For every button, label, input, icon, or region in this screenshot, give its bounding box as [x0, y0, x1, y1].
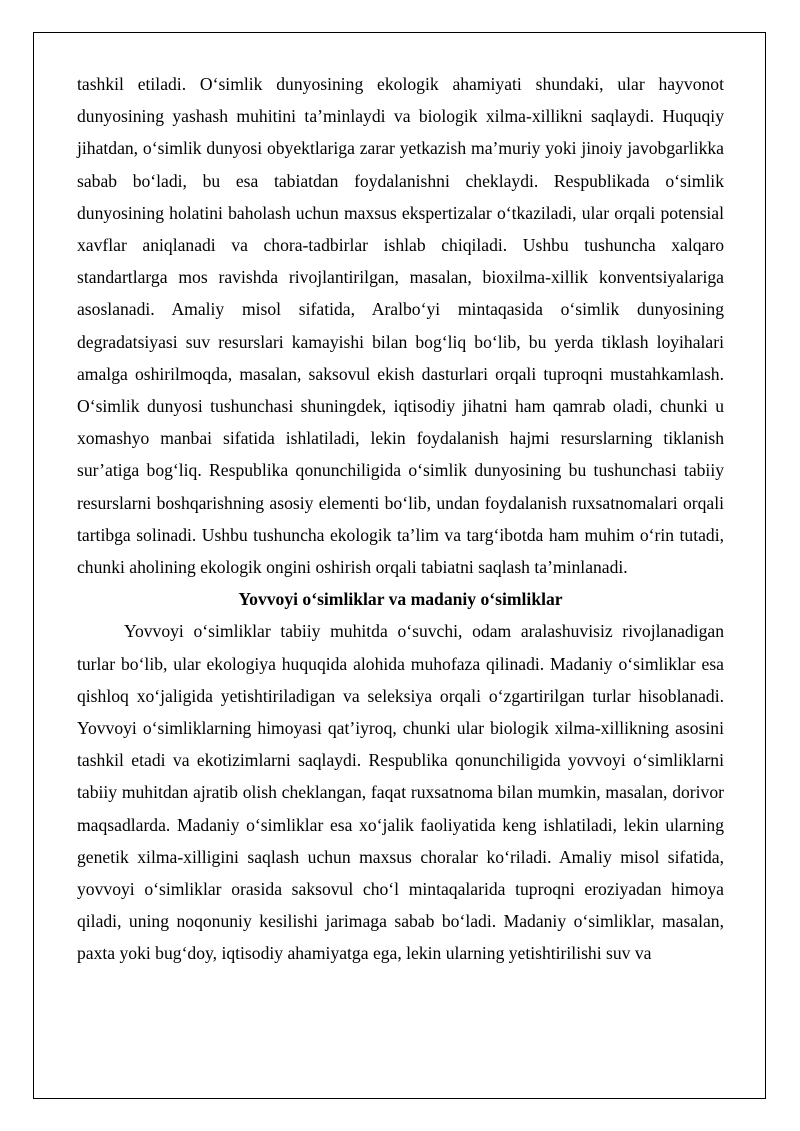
body-paragraph: tashkil etiladi. O‘simlik dunyosining ekologik ahamiyati shundaki, ular hayvonot dunyosining yashash muhitini ta’minlaydi va biologik xilma-xillikni saqlaydi. Huquqiy jihatdan, o‘simlik dunyosi obyektlariga zarar yetkazish ma’muriy yoki jinoiy javobgarlikka sabab bo‘ladi, bu esa tabiatdan foydalanishni cheklaydi. Respublikada o‘simlik dunyosining holatini baholash uchun maxsus ekspertizalar o‘tkaziladi, ular orqali potensial xavflar aniqlanadi va chora-tadbirlar ishlab chiqiladi. Ushbu tushuncha xalqaro standartlarga mos ravishda rivojlantirilgan, masalan, bioxilma-xillik konventsiyalariga asoslanadi. Amaliy misol sifatida, Aralbo‘yi mintaqasida o‘simlik dunyosining degradatsiyasi suv resurslari kamayishi bilan bog‘liq bo‘lib, bu yerda tiklash loyihalari amalga oshirilmoqda, masalan, saksovul ekish dasturlari orqali tuproqni mustahkamlash. O‘simlik dunyosi tushunchasi shuningdek, iqtisodiy jihatni ham qamrab oladi, chunki u xomashyo manbai sifatida ishlatiladi, lekin foydalanish hajmi resurslarning tiklanish sur’atiga bog‘liq. Respublika qonunchiligida o‘simlik dunyosining bu tushunchasi tabiiy resurslarni boshqarishning asosiy elementi bo‘lib, undan foydalanish ruxsatnomalari orqali tartibga solinadi. Ushbu tushuncha ekologik ta’lim va targ‘ibotda ham muhim o‘rin tutadi, chunki aholining ekologik ongini oshirish orqali tabiatni saqlash ta’minlanadi.: [77, 74, 724, 578]
body-paragraph: Yovvoyi o‘simliklar tabiiy muhitda o‘suvchi, odam aralashuvisiz rivojlanadigan turlar bo‘lib, ular ekologiya huquqida alohida muhofaza qilinadi. Madaniy o‘simliklar esa qishloq xo‘jaligida yetishtiriladigan va seleksiya orqali o‘zgartirilgan turlar hisoblanadi. Yovvoyi o‘simliklarning himoyasi qat’iyroq, chunki ular biologik xilma-xillikning asosini tashkil etadi va ekotizimlarni saqlaydi. Respublika qonunchiligida yovvoyi o‘simliklarni tabiiy muhitdan ajratib olish cheklangan, faqat ruxsatnoma bilan mumkin, masalan, dorivor maqsadlarda. Madaniy o‘simliklar esa xo‘jalik faoliyatida keng ishlatiladi, lekin ularning genetik xilma-xilligini saqlash uchun maxsus choralar ko‘riladi. Amaliy misol sifatida, yovvoyi o‘simliklar orasida saksovul cho‘l mintaqalarida tuproqni eroziyadan himoya qiladi, uning noqonuniy kesilishi jarimaga sabab bo‘ladi. Madaniy o‘simliklar, masalan, paxta yoki bug‘doy, iqtisodiy ahamiyatga ega, lekin ularning yetishtirilishi suv va: [77, 621, 724, 964]
document-body: [77, 68, 724, 970]
section-heading: Yovvoyi o‘simliklar va madaniy o‘simliklar: [238, 589, 563, 610]
